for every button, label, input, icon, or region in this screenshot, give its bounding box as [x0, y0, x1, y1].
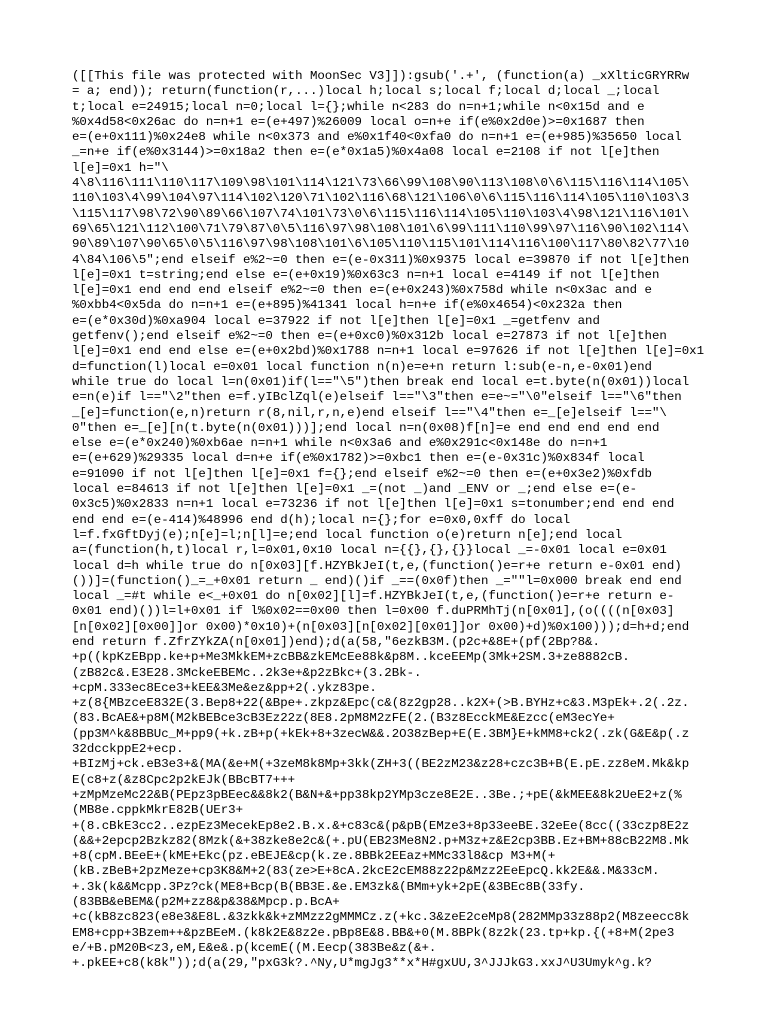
code-line: (83.BcAE&+p8M(M2kBEBce3cB3Ez22z(8E8.2pM8M2zFE(2.(B3z8EcckME&Ezcc(eM3ecYe+ — [72, 711, 615, 726]
code-line: 0"then e=_[e][n(t.byte(n(0x01)))];end local n=n(0x08)f[n]=e end end end end end — [72, 420, 660, 435]
code-line: \115\117\98\72\90\89\66\107\74\101\73\0\6\115\116\114\105\110\103\4\98\121\116\101\ — [72, 206, 690, 221]
code-line: l[e]=0x1 end end else e=(e+0x2bd)%0x1788 n=n+1 local e=97626 if not l[e]then l[e]=0x1 — [72, 344, 705, 359]
code-line: e=91090 if not l[e]then l[e]=0x1 f={};end elseif e%2~=0 then e=(e+0x3e2)%0xfdb — [72, 466, 652, 481]
code-line: E(c8+z(&z8Cpc2p2kEJk(BBcBT7+++ — [72, 772, 296, 787]
code-line: e=(e+0x111)%0x24e8 while n<0x373 and e%0x1f40<0xfa0 do n=n+1 e=(e+985)%35650 local — [72, 130, 682, 145]
code-line: 69\65\121\112\100\71\79\87\0\5\116\97\98\108\101\6\99\111\110\99\97\116\90\102\114\ — [72, 221, 690, 236]
code-line: else e=(e*0x240)%0xb6ae n=n+1 while n<0x3a6 and e%0x291c<0x148e do n=n+1 — [72, 436, 608, 451]
code-line: (&&+2epcp2Bzkz82(8Mzk(&+38zke8e2c&(+.pU(EB23Me8N2.p+M3z+z&E2cp3BB.Ez+BM+88cB22M8.Mk — [72, 833, 690, 848]
code-line: ())]=(function()_=_+0x01 return _ end)()if _==(0x0f)then _=""l=0x000 break end end — [72, 573, 682, 588]
code-line: (kB.zBeB+2pzMeze+cp3K8&M+2(83(ze>E+8cA.2kcE2cEM88z22p&Mzz2EeEpcQ.kk2E&&.M&33cM. — [72, 864, 660, 879]
code-line: e=(e+629)%29335 local d=n+e if(e%0x1782)>=0xbc1 then e=(e-0x31c)%0x834f local — [72, 451, 645, 466]
code-line: 32dcckppE2+ecp. — [72, 742, 184, 757]
code-line: getfenv();end elseif e%2~=0 then e=(e+0xc0)%0x312b local e=27873 if not l[e]then — [72, 329, 667, 344]
code-line: ([[This file was protected with MoonSec V3]]):gsub('.+', (function(a) _xXlticGRYRRw — [72, 69, 690, 83]
code-line: e=(e*0x30d)%0xa904 local e=37922 if not l[e]then l[e]=0x1 _=getfenv and — [72, 313, 600, 328]
code-line: +8(cpM.BEeE+(kME+Ekc(pz.eBEJE&cp(k.ze.8BBk2EEaz+MMc33l8&cp M3+M(+ — [72, 849, 556, 864]
code-line: l[e]=0x1 t=string;end else e=(e+0x19)%0x63c3 n=n+1 local e=4149 if not l[e]then — [72, 267, 660, 282]
code-line: local e=84613 if not l[e]then l[e]=0x1 _=(not _)and _ENV or _;end else e=(e- — [72, 482, 638, 497]
code-line: l[e]=0x1 h="\ — [72, 160, 169, 175]
code-line: e/+B.pM20B<z3,eM,E&e&.p(kcemE((M.Eecp(383Be&z(&+. — [72, 940, 437, 955]
obfuscated-lua-source — [72, 69, 708, 972]
code-line: _=n+e if(e%0x3144)>=0x18a2 then e=(e*0x1a5)%0x4a08 local e=2108 if not l[e]then — [72, 145, 660, 160]
code-line: +cpM.333ec8Ece3+kEE&3Me&ez&pp+2(.ykz83pe. — [72, 680, 377, 695]
code-line: a=(function(h,t)local r,l=0x01,0x10 local n={{},{},{}}local _=-0x01 local e=0x01 — [72, 543, 667, 558]
code-line: 110\103\4\99\104\97\114\102\120\71\102\116\68\121\106\0\6\115\116\114\105\110\103\3 — [72, 191, 690, 206]
code-line: while true do local l=n(0x01)if(l=="\5")then break end local e=t.byte(n(0x01))local — [72, 374, 690, 389]
code-line: +(8.cBkE3cc2..ezpEz3MecekEp8e2.B.x.&+c83c&(p&pB(EMze3+8p33eeBE.32eEe(8cc((33czp8E2z — [72, 818, 690, 833]
code-line: local d=h while true do n[0x03][f.HZYBkJeI(t,e,(function()e=r+e return e-0x01 end) — [72, 558, 682, 573]
code-line: +BIzMj+ck.eB3e3+&(MA(&e+M(+3zeM8k8Mp+3kk(ZH+3((BE2zM23&z28+czc3B+B(E.pE.zz8eM.Mk&kp — [72, 757, 690, 772]
code-line: end return f.ZfrZYkZA(n[0x01])end);d(a(58,"6ezkB3M.(p2c+&8E+(pf(2Bp?8&. — [72, 634, 600, 649]
code-line: t;local e=24915;local n=0;local l={};while n<283 do n=n+1;while n<0x15d and e — [72, 99, 645, 114]
code-line: l[e]=0x1 end end end elseif e%2~=0 then e=(e+0x243)%0x758d while n<0x3ac and e — [72, 283, 652, 298]
code-line: end end e=(e-414)%48996 end d(h);local n={};for e=0x0,0xff do local — [72, 512, 571, 527]
code-line: +zMpMzeMc22&B(PEpz3pBEec&&8k2(B&N+&+pp38kp2YMp3cze8E2E..3Be.;+pE(&kMEE&8k2UeE2+z(% — [72, 787, 682, 802]
code-line: e=n(e)if l=="\2"then e=f.yIBclZql(e)elseif l=="\3"then e=e~="\0"elseif l=="\6"then — [72, 390, 682, 405]
code-line: = a; end)); return(function(r,...)local h;local s;local f;local d;local _;local — [72, 84, 660, 99]
code-line: 0x3c5)%0x2833 n=n+1 local e=73236 if not l[e]then l[e]=0x1 s=tonumber;end end end — [72, 497, 675, 512]
code-line: [n[0x02][0x00]]or 0x00)*0x10)+(n[0x03][n[0x02][0x01]]or 0x00)+d)%0x100)));d=h+d;end — [72, 619, 690, 634]
code-line: %0xbb4<0x5da do n=n+1 e=(e+895)%41341 local h=n+e if(e%0x4654)<0x232a then — [72, 298, 623, 313]
code-line: 0x01 end)())l=l+0x01 if l%0x02==0x00 then l=0x00 f.duPRMhTj(n[0x01],(o((((n[0x03] — [72, 604, 675, 619]
code-line: +z(8{MBzceE832E(3.Bep8+22(&Bpe+.zkpz&Epc(c&(8z2gp28..k2X+(>B.BYHz+c&3.M3pEk+.2(.2z. — [72, 696, 690, 711]
code-line: +p((kpKzEBpp.ke+p+Me3MkkEM+zcBB&zkEMcEe88k&p8M..kceEEMp(3Mk+2SM.3+ze8882cB. — [72, 650, 630, 665]
code-line: +.3k(k&&Mcpp.3Pz?ck(ME8+Bcp(B(BB3E.&e.EM3zk&(BMm+yk+2pE(&3BEc8B(33fy. — [72, 879, 586, 894]
code-line: local _=#t while e<_+0x01 do n[0x02][l]=f.HZYBkJeI(t,e,(function()e=r+e return e- — [72, 589, 675, 604]
code-line: +.pkEE+c8(k8k"));d(a(29,"pxG3k?.^Ny,U*mgJg3**x*H#gxUU,3^JJJkG3.xxJ^U3Umyk^g.k? — [72, 956, 652, 971]
code-line: (MB8e.cppkMkrE82B(UEr3+ — [72, 803, 244, 818]
code-line: d=function(l)local e=0x01 local function n(n)e=e+n return l:sub(e-n,e-0x01)end — [72, 359, 652, 374]
code-line: %0x4d58<0x26ac do n=n+1 e=(e+497)%26009 local o=n+e if(e%0x2d0e)>=0x1687 then — [72, 114, 645, 129]
code-line: (83BB&eBEM&(p2M+zz8&p&38&Mpcp.p.BcA+ — [72, 895, 340, 910]
code-line: 4\84\106\5";end elseif e%2~=0 then e=(e-0x311)%0x9375 local e=39870 if not l[e]then — [72, 252, 690, 267]
code-line: (pp3M^k&8BBUc_M+pp9(+k.zB+p(+kEk+8+3zecW&&.2O38zBep+E(E.3BM}E+kMM8+ck2(.zk(G&E&p(.z — [72, 726, 690, 741]
code-line: l=f.fxGftDyj(e);n[e]=l;n[l]=e;end local function o(e)return n[e];end local — [72, 527, 623, 542]
code-line: 4\8\116\111\110\117\109\98\101\114\121\73\66\99\108\90\113\108\0\6\115\116\114\105\ — [72, 176, 690, 191]
code-line: (zB82c&.E3E28.3MckeEBEMc..2k3e+&p2zBkc+(3.2Bk-. — [72, 665, 422, 680]
code-line: EM8+cpp+3Bzem++&pzBEeM.(k8k2E&8z2e.pBp8E&8.BB&+0(M.8BPk(8z2k(23.tp+kp.{(+8+M(2pe3 — [72, 925, 675, 940]
code-line: _[e]=function(e,n)return r(8,nil,r,n,e)end elseif l=="\4"then e=_[e]elseif l=="\ — [72, 405, 667, 420]
code-line: +c(kB8zc823(e8e3&E8L.&3zkk&k+zMMzz2gMMMCz.z(+kc.3&zeE2ceMp8(282MMp33z88p2(M8zeecc8k — [72, 910, 690, 925]
code-line: 90\89\107\90\65\0\5\116\97\98\108\101\6\105\110\115\101\114\116\100\117\80\82\77\10 — [72, 237, 690, 252]
